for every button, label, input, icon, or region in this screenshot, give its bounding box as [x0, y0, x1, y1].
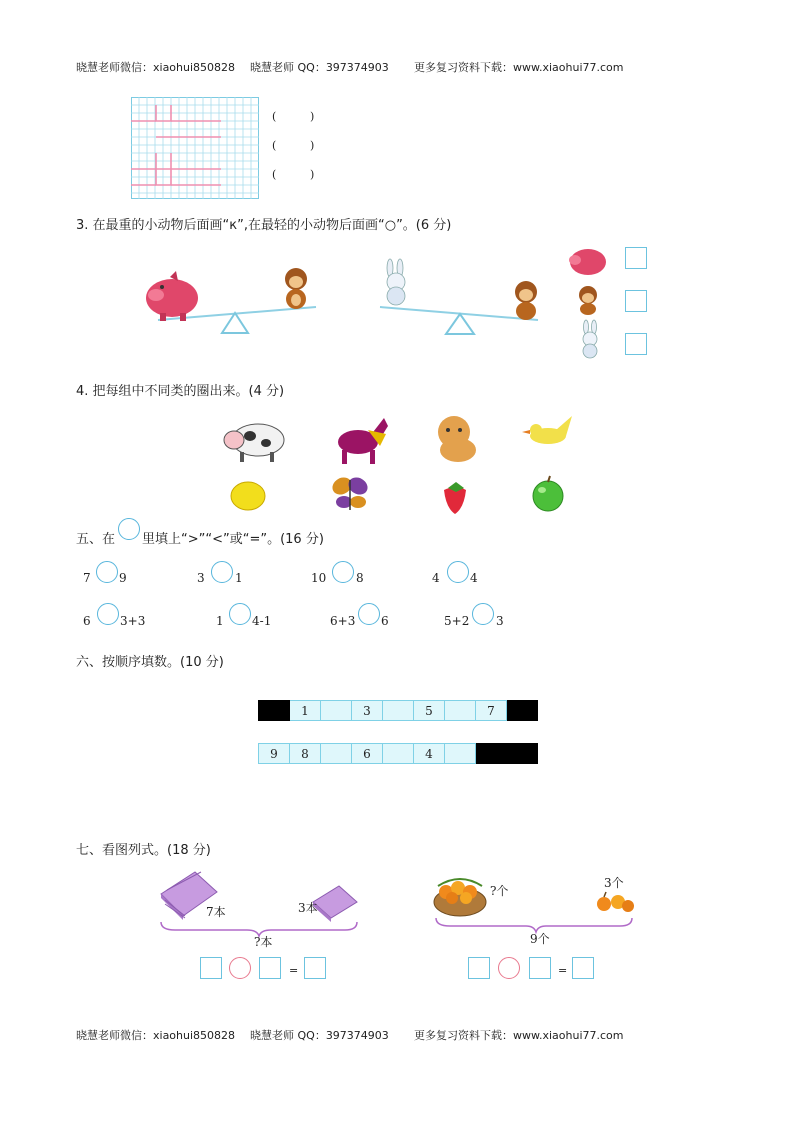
sequence-black-cell [507, 744, 538, 764]
pig-icon [146, 271, 198, 321]
cmp-left: 3 [197, 571, 205, 585]
fruit-basket-icon [434, 879, 486, 916]
q5-title-pre: 五、在 [76, 532, 116, 547]
header-qq: 晓慧老师 QQ：397374903 [250, 61, 389, 74]
header-wechat: 晓慧老师微信：xiaohui850828 [76, 61, 236, 74]
cmp-right: 4 [470, 571, 478, 585]
apple-icon [533, 476, 563, 511]
sequence-cell[interactable] [445, 744, 476, 764]
cmp-left: 10 [311, 571, 327, 585]
cmp-left: 7 [83, 571, 91, 585]
pears-icon [597, 892, 634, 912]
q3-title: 3. 在最重的小动物后面画“к”,在最轻的小动物后面画“○”。(6 分) [76, 218, 452, 233]
sequence-cell[interactable] [321, 744, 352, 764]
cmp-left: 6 [83, 614, 91, 628]
cmp-left: 1 [216, 614, 224, 628]
q4-title: 4. 把每组中不同类的圈出来。(4 分) [76, 384, 285, 399]
rabbit-icon [387, 259, 405, 305]
sequence-cell: 8 [290, 744, 321, 764]
sequence-black-cell [259, 701, 290, 721]
q7-title: 七、看图列式。(18 分) [76, 843, 211, 858]
cmp-left: 5+2 [444, 614, 470, 628]
sequence-cell[interactable] [445, 701, 476, 721]
sequence-cell: 1 [290, 701, 321, 721]
paren-close-3: ) [310, 168, 315, 181]
equation-box[interactable] [304, 957, 326, 979]
cow-icon [224, 424, 284, 462]
compare-circle[interactable] [96, 561, 118, 583]
sequence-black-cell [507, 701, 538, 721]
compare-circle[interactable] [447, 561, 469, 583]
pears-right-label: 3个 [604, 876, 624, 890]
equation-box[interactable] [200, 957, 222, 979]
sequence-cell: 5 [414, 701, 445, 721]
cmp-right: 3+3 [120, 614, 146, 628]
bird-icon [522, 416, 572, 444]
sequence-row-2 [258, 743, 538, 764]
cmp-right: 3 [496, 614, 504, 628]
compare-circle[interactable] [358, 603, 380, 625]
equation-box[interactable] [259, 957, 281, 979]
compare-circle[interactable] [472, 603, 494, 625]
answer-box-rabbit[interactable] [625, 333, 647, 355]
equation-box[interactable] [572, 957, 594, 979]
rabbit-icon [583, 320, 597, 358]
sequence-cell: 3 [352, 701, 383, 721]
footer-qq: 晓慧老师 QQ：397374903 [250, 1029, 389, 1042]
sequence-cell[interactable] [321, 701, 352, 721]
equation-box[interactable] [529, 957, 551, 979]
sequence-black-cell [476, 744, 507, 764]
equals-sign: = [289, 964, 299, 977]
cmp-right: 1 [235, 571, 243, 585]
writing-grid [131, 97, 259, 199]
compare-circle[interactable] [211, 561, 233, 583]
footer-wechat: 晓慧老师微信：xiaohui850828 [76, 1029, 236, 1042]
monkey-icon [579, 286, 597, 315]
paren-open-3: ( [272, 168, 277, 181]
footer-download: 更多复习资料下载：www.xiaohui77.com [414, 1029, 624, 1042]
butterfly-icon [329, 474, 370, 510]
compare-circle[interactable] [229, 603, 251, 625]
q6-title: 六、按顺序填数。(10 分) [76, 655, 224, 670]
books-right-label: 3本 [298, 901, 318, 915]
cmp-right: 9 [119, 571, 127, 585]
paren-open-1: ( [272, 110, 277, 123]
sequence-cell[interactable] [383, 744, 414, 764]
books-left-label: 7本 [206, 905, 226, 919]
cmp-left: 4 [432, 571, 440, 585]
paren-close-1: ) [310, 110, 315, 123]
sequence-row-1 [258, 700, 538, 721]
cmp-right: 6 [381, 614, 389, 628]
sequence-cell: 6 [352, 744, 383, 764]
operator-circle[interactable] [498, 957, 520, 979]
sequence-cell[interactable] [383, 701, 414, 721]
book-stack-icon [313, 886, 357, 922]
paren-open-2: ( [272, 139, 277, 152]
cmp-right: 8 [356, 571, 364, 585]
pears-total-label: 9个 [530, 932, 550, 946]
answer-box-pig[interactable] [625, 247, 647, 269]
answer-box-monkey[interactable] [625, 290, 647, 312]
pig-icon [569, 249, 606, 275]
q5-title-post: 里填上“>”“<”或“=”。(16 分) [142, 532, 324, 547]
sequence-cell: 7 [476, 701, 507, 721]
equals-sign: = [558, 964, 568, 977]
compare-circle[interactable] [97, 603, 119, 625]
monkey-icon [285, 268, 307, 309]
header-download: 更多复习资料下载：www.xiaohui77.com [414, 61, 624, 74]
cmp-left: 6+3 [330, 614, 356, 628]
monkey-icon [515, 281, 537, 320]
strawberry-icon [444, 482, 466, 514]
horse-icon [338, 418, 388, 464]
q5-title-circle [118, 518, 140, 540]
lemon-icon [231, 482, 265, 510]
equation-box[interactable] [468, 957, 490, 979]
pears-left-label: ?个 [490, 884, 509, 898]
dog-icon [438, 416, 476, 462]
sequence-cell: 9 [259, 744, 290, 764]
paren-close-2: ) [310, 139, 315, 152]
operator-circle[interactable] [229, 957, 251, 979]
answer-animals [568, 245, 608, 360]
sequence-cell: 4 [414, 744, 445, 764]
books-total-label: ?本 [254, 935, 273, 949]
q4-pictures [220, 410, 580, 515]
seesaw-left [140, 265, 320, 337]
seesaw-right [376, 258, 546, 338]
cmp-right: 4-1 [252, 614, 272, 628]
compare-circle[interactable] [332, 561, 354, 583]
